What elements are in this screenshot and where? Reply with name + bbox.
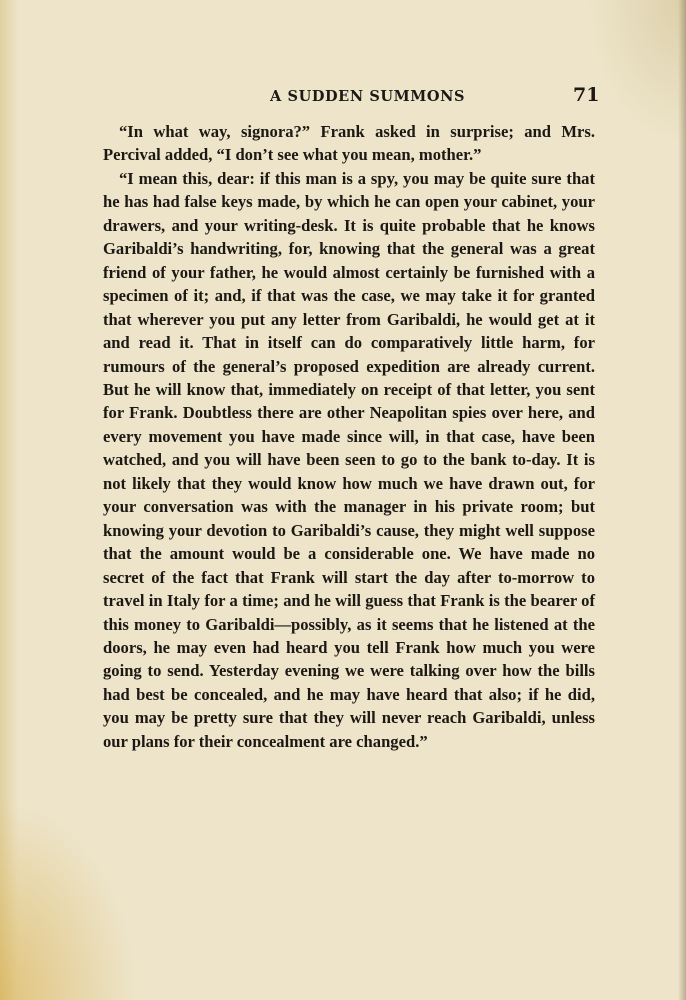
body-text bbox=[103, 120, 595, 753]
page-header bbox=[0, 84, 686, 110]
running-title: A SUDDEN SUMMONS bbox=[270, 88, 466, 105]
paragraph: “In what way, signora?” Frank asked in surprise; and Mrs. Percival added, “I don’t see what you mean, mother.” bbox=[103, 122, 595, 165]
page-number: 71 bbox=[573, 84, 600, 106]
page-edge-shadow bbox=[678, 0, 686, 1000]
paragraph: “I mean this, dear: if this man is a spy, you may be quite sure that he has had false keys made, by which he can open your cabinet, your drawers, and your writing-desk. It is quite probable that he knows Garibaldi’s handwriting, for, knowing that the general was a great friend of your father, he would almost certainly be furnished with a specimen of it; and, if that was the case, we may take it for granted that wherever you put any letter from Garibaldi, he would get at it and read it. That in itself can do comparatively little harm, for rumours of the general’s proposed expedition are already current. But he will know that, immediately on receipt of that letter, you sent for Frank. Doubtless there are other Neapolitan spies over here, and every movement you have made since will, in that case, have been watched, and you will have been seen to go to the bank to-day. It is not likely that they would know how much we have drawn out, for your conversation was with the manager in his private room; but knowing your devotion to Garibaldi’s cause, they might well suppose that the amount would be a considerable one. We have made no secret of the fact that Frank will start the day after to-morrow to travel in Italy for a time; and he will guess that Frank is the bearer of this money to Garibaldi—possibly, as it seems that he listened at the doors, he may even had heard you tell Frank how much you were going to send. Yesterday evening we were talking over how the bills had best be concealed, and he may have heard that also; if he did, you may be pretty sure that they will never reach Garibaldi, unless our plans for their concealment are changed.” bbox=[103, 168, 595, 751]
